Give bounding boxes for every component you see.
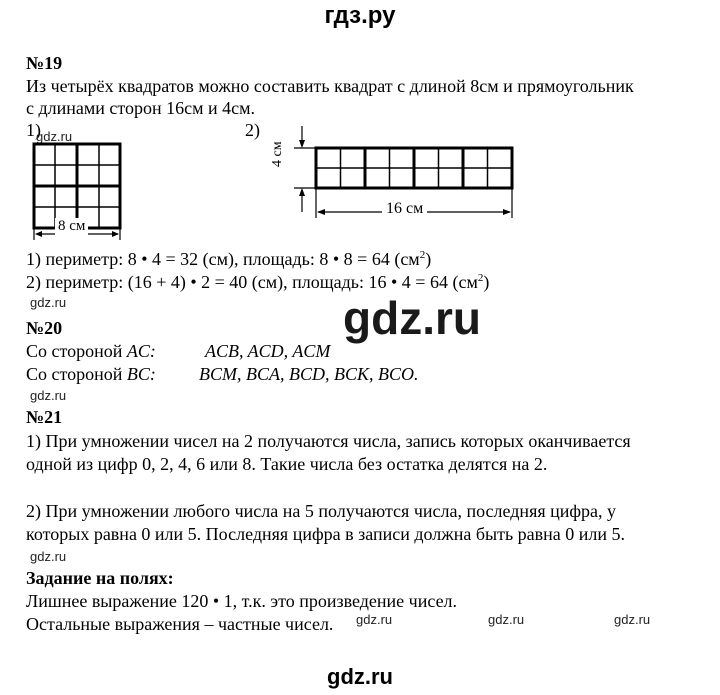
task-19-text-line2: с длинами сторон 16см и 4см. — [26, 98, 256, 118]
task-21-p2-line2: которых равна 0 или 5. Последняя цифра в записи должна быть равна 0 или 5. — [26, 524, 626, 544]
watermark: gdz.ru — [36, 129, 73, 144]
watermark: gdz.ru — [356, 612, 393, 627]
task-21-p1-line2: одной из цифр 0, 2, 4, 6 или 8. Такие числа без остатка делятся на 2. — [26, 454, 548, 474]
site-title: гдз.ру — [324, 2, 396, 29]
watermark: gdz.ru — [30, 388, 67, 403]
watermark: gdz.ru — [30, 549, 67, 564]
watermark: gdz.ru — [614, 612, 651, 627]
margin-task-line-2: Остальные выражения – частные чисел. — [26, 614, 334, 634]
task-20-row-2-values: BCM, BCA, BCD, BCK, BCO. — [199, 364, 419, 384]
watermark: gdz.ru — [488, 612, 525, 627]
task-19-solution-1: 1) периметр: 8 • 4 = 32 (см), площадь: 8 • 8 = 64 $(см^2)$ — [26, 249, 432, 269]
watermark: gdz.ru — [30, 295, 67, 310]
task-20-row-2: Со стороной BC: — [26, 364, 156, 384]
task-20-number: №20 — [26, 318, 63, 338]
task-19-number: №19 — [26, 53, 63, 73]
task-21-number: №21 — [26, 407, 63, 427]
margin-task-title: Задание на полях: — [26, 568, 174, 588]
figure-2-height: 4 см — [270, 141, 285, 167]
figure-2-label: 2) — [245, 120, 260, 140]
task-19-solution-2: 2) периметр: (16 + 4) • 2 = 40 (см), площадь: 16 • 4 = 64 $(см^2)$ — [26, 272, 490, 292]
figure-1-dimension: 8 см — [55, 218, 88, 235]
task-21-p1-line1: 1) При умножении чисел на 2 получаются числа, запись которых оканчивается — [26, 431, 631, 451]
figure-2-width: 16 см — [382, 200, 427, 218]
watermark-large: gdz.ru — [343, 292, 481, 344]
figure-1-label: 1) — [26, 120, 41, 140]
task-19-text-line1: Из четырёх квадратов можно составить квадрат с длиной 8см и прямоугольник — [26, 76, 634, 96]
margin-task-line-1: Лишнее выражение 120 • 1, т.к. это произведение чисел. — [26, 591, 458, 611]
task-21-p2-line1: 2) При умножении любого числа на 5 получаются числа, последняя цифра, у — [26, 501, 617, 521]
footer-watermark: gdz.ru — [327, 664, 393, 689]
task-20-row-1: Со стороной AC: — [26, 341, 156, 361]
task-20-row-1-values: ACB, ACD, ACM — [205, 341, 331, 361]
